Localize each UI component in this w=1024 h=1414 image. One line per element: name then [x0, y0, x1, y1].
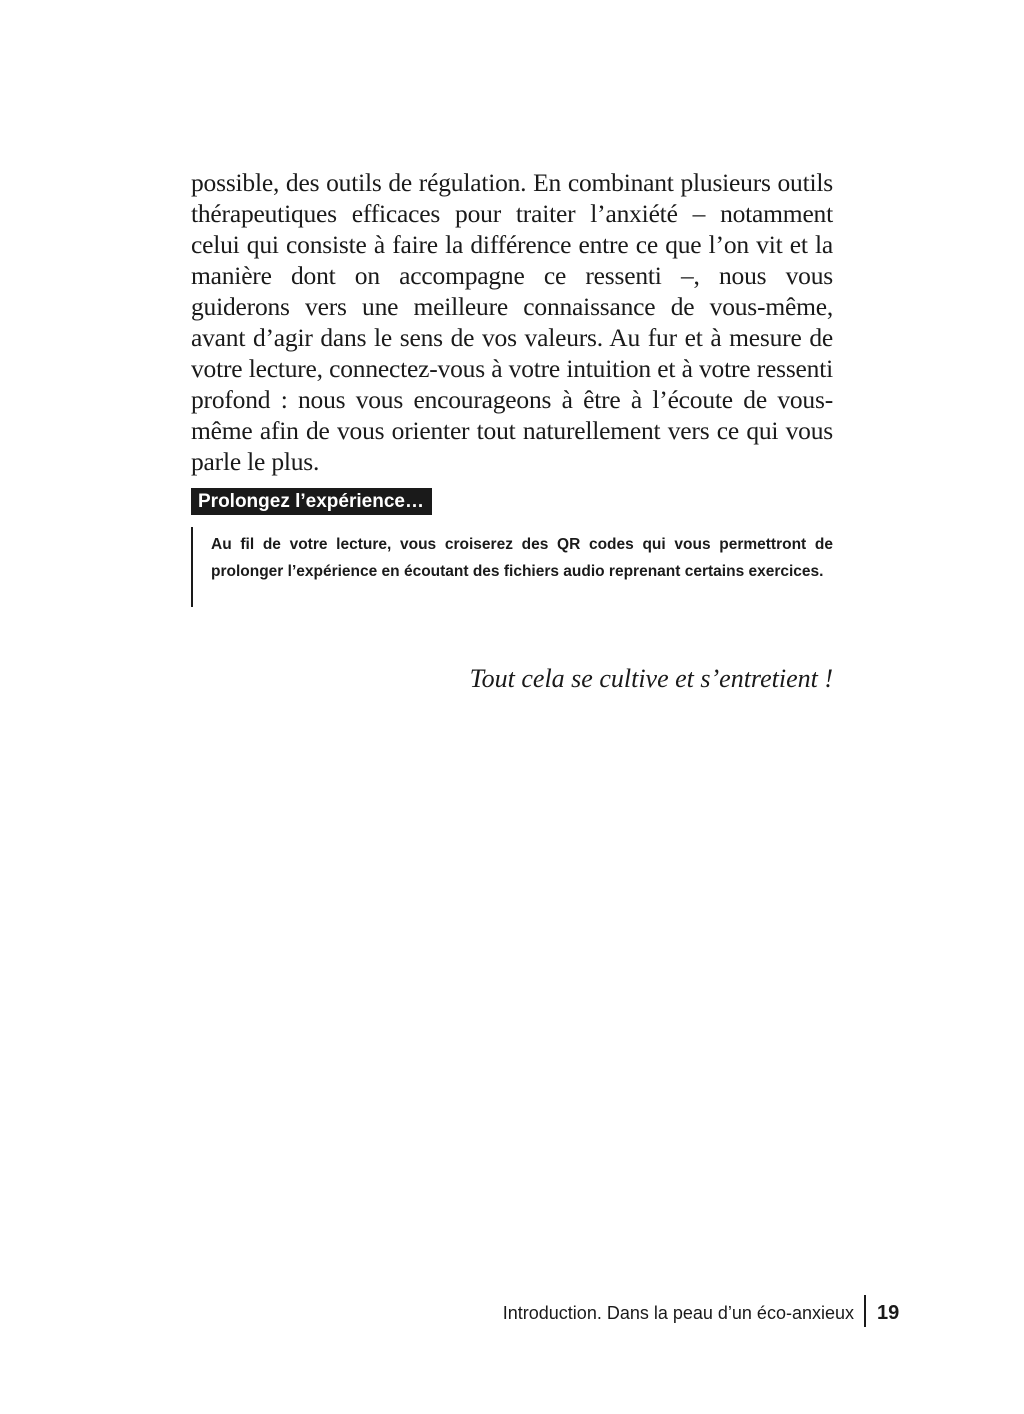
callout-text: Au fil de votre lecture, vous croiserez des QR codes qui vous permettront de prolonger l’expérience en écoutant des fichiers audio reprenant certains exercices. [211, 536, 833, 580]
closing-quote: Tout cela se cultive et s’entretient ! [469, 664, 833, 693]
running-footer-title: Introduction. Dans la peau d’un éco-anxieux [502, 1303, 854, 1323]
body-paragraph: possible, des outils de régulation. En combinant plusieurs outils thérapeutiques efficaces pour traiter l’anxiété – notamment celui qui consiste à faire la différence entre ce que l’on vit et la manière dont on accompagne ce ressenti –, nous vous guiderons vers une meilleure connaissance de vous-même, avant d’agir dans le sens de vos valeurs. Au fur et à mesure de votre lecture, connectez-vous à votre intuition et à votre ressenti profond : nous vous encourageons à être à l’écoute de vous-même afin de vous orienter tout naturellement vers ce qui vous parle le plus. [191, 168, 833, 476]
footer-divider [864, 1295, 866, 1327]
callout-title: Prolongez l’expérience… [191, 488, 432, 515]
page-number: 19 [877, 1302, 900, 1324]
callout-rule [191, 527, 193, 607]
